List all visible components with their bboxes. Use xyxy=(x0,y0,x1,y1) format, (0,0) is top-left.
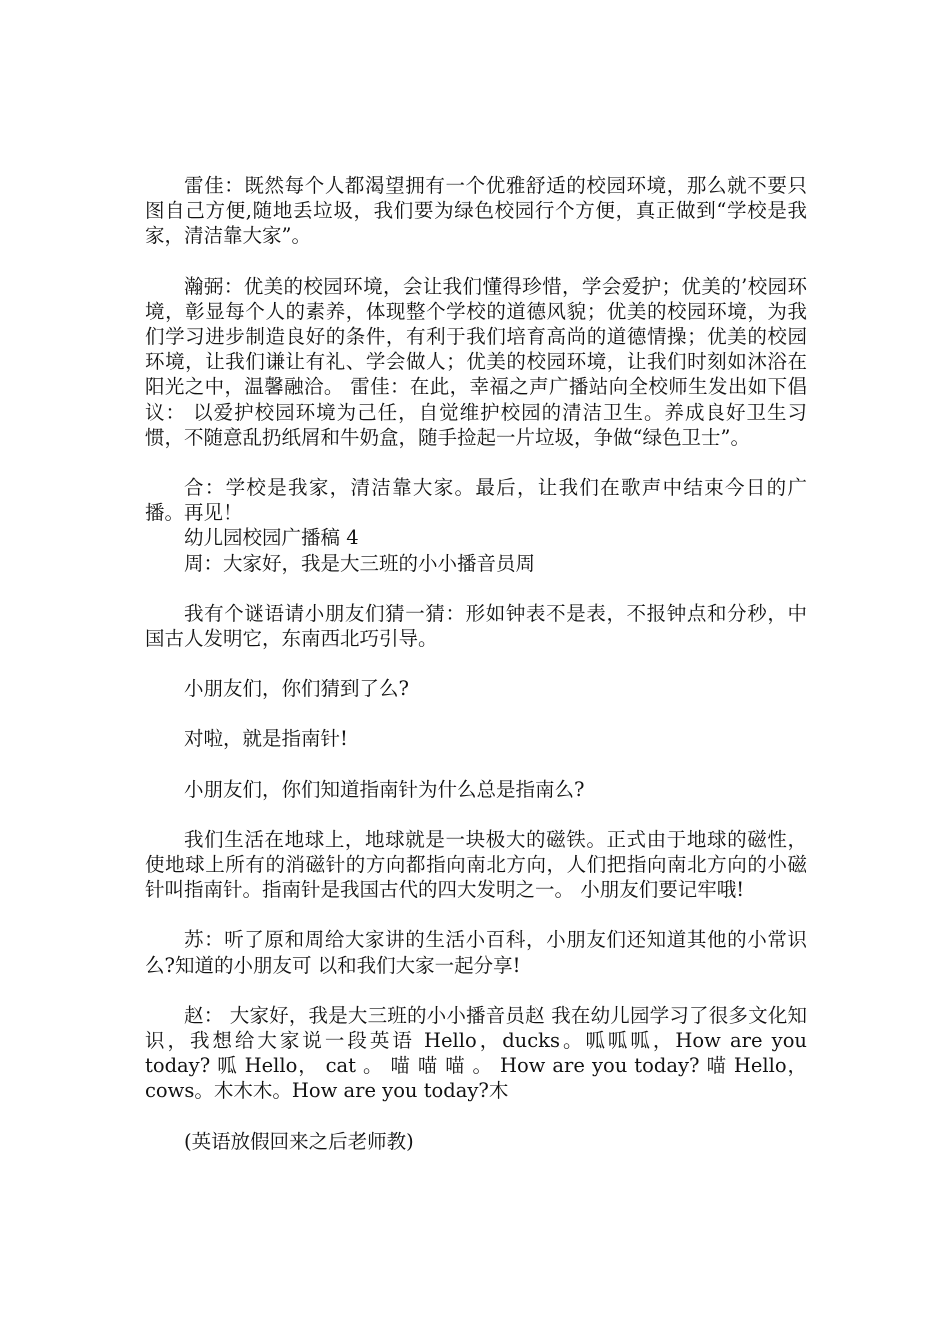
paragraph-zhou-intro: 周：大家好，我是大三班的小小播音员周 xyxy=(184,551,536,575)
paragraph-compass: 我们生活在地球上，地球就是一块极大的磁铁。正式由于地球的磁性，使地球上所有的消磁针的方向都指向南北方向，人们把指向南北方向的小磁针叫指南针。指南针是我国古代的四大发明之一。 小朋友们要记牢哦! xyxy=(145,827,807,902)
paragraph-gap xyxy=(145,1104,807,1129)
paragraph-gap xyxy=(145,902,807,927)
paragraph-hanbi: 瀚弼：优美的校园环境，会让我们懂得珍惜，学会爱护；优美的’校园环境，彰显每个人的素养，体现整个学校的道德风貌；优美的校园环境，为我们学习进步制造良好的条件，有利于我们培育高尚的道德情操；优美的校园环境，让我们谦让有礼、学会做人；优美的校园环境，让我们时刻如沐浴在阳光之中，温馨融洽。 雷佳：在此，幸福之声广播站向全校师生发出如下倡议： 以爱护校园环境为己任，自觉维护校园的清洁卫生。养成良好卫生习惯，不随意乱扔纸屑和牛奶盒，随手捡起一片垃圾，争做“绿色卫士”。 xyxy=(145,274,807,449)
paragraph-answer: 对啦，就是指南针! xyxy=(184,727,348,751)
paragraph-guess: 小朋友们，你们猜到了么? xyxy=(184,677,409,701)
paragraph-su: 苏：听了原和周给大家讲的生活小百科，小朋友们还知道其他的小常识么?知道的小朋友可 以和我们大家一起分享! xyxy=(145,928,807,977)
paragraph-gap xyxy=(145,651,807,676)
paragraph-riddle: 我有个谜语请小朋友们猜一猜：形如钟表不是表，不报钟点和分秒，中国古人发明它，东南西北巧引导。 xyxy=(145,601,807,651)
paragraph-gap xyxy=(145,576,807,601)
paragraph-note: (英语放假回来之后老师教) xyxy=(184,1129,414,1153)
paragraph-he: 合：学校是我家，清洁靠大家。最后，让我们在歌声中结束今日的广播。再见！ xyxy=(145,476,807,525)
paragraph-question: 小朋友们，你们知道指南针为什么总是指南么? xyxy=(184,777,585,801)
section-heading: 幼儿园校园广播稿 4 xyxy=(184,526,359,550)
paragraph-leijia-1: 雷佳：既然每个人都渴望拥有一个优雅舒适的校园环境，那么就不要只图自己方便,随地丢垃圾，我们要为绿色校园行个方便，真正做到“学校是我家，清洁靠大家”。 xyxy=(145,174,807,248)
paragraph-gap xyxy=(145,978,807,1003)
paragraph-gap xyxy=(145,752,807,777)
paragraph-zhao: 赵： 大家好，我是大三班的小小播音员赵 我在幼儿园学习了很多文化知识，我想给大家说一段英语 Hello，ducks。呱呱呱，How are you today? 呱 Hello， cat 。 喵 喵 喵 。 How are you today? 喵 Hello，cows。木木木。How are you today?木 xyxy=(145,1003,807,1103)
document-body xyxy=(145,173,807,1154)
paragraph-gap xyxy=(145,249,807,274)
paragraph-gap xyxy=(145,450,807,475)
paragraph-gap xyxy=(145,802,807,827)
paragraph-gap xyxy=(145,701,807,726)
